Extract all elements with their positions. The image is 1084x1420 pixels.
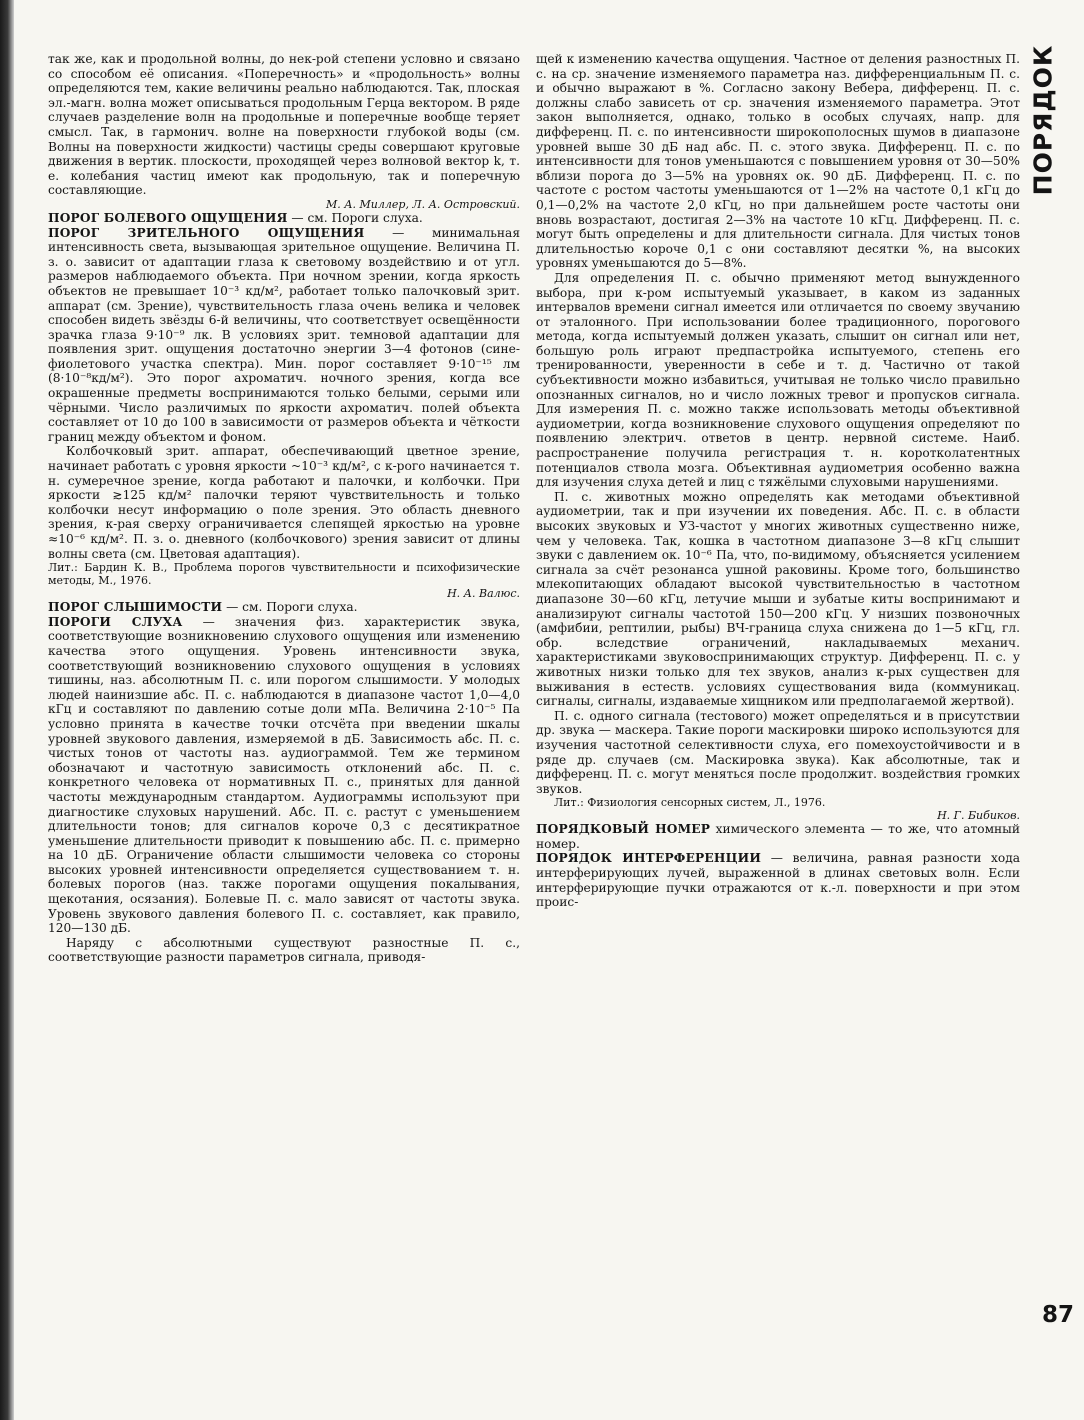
signature: Н. Г. Бибиков. [937, 809, 1020, 823]
entry-hearing-thresholds: ПОРОГИ СЛУХА — значения физ. характеристик звука, соответствующие возникновению слухового ощущения или изменению качества этого ощущения. Уровень интенсивности звука, соответствующий возникновению слухового ощущения в условиях тишины, наз. абсолютным П. с. или порогом слышимости. У молодых людей наинизшие абс. П. с. наблюдаются в диапазоне частот 1,0—4,0 кГц и составляют по давлению сотые доли мПа. Величина 2·10⁻⁵ Па условно принята в качестве точки отсчёта при введении шкалы уровней звукового давления, измеряемой в дБ. Зависимость абс. П. с. чистых тонов от частоты наз. аудиограммой. Тем же термином обозначают и частотную зависимость отклонений абс. П. с. конкретного человека от нормативных П. с., принятых для данной частоты международным стандартом. Аудиограммы используют при диагностике слуховых нарушений. Абс. П. с. растут с уменьшением длительности тонов; для сигналов короче 0,3 с десятикратное уменьшение длительности приводит к повышению абс. П. с. примерно на 10 дБ. Ограничение области слышимости человека со стороны высоких уровней интенсивности определяется существованием т. н. болевых порогов (наз. также порогами ощущения покалывания, щекотания, осязания). Болевые П. с. мало зависят от частоты звука. Уровень звукового давления болевого П. с. составляет, как правило, 120—130 дБ. [48, 614, 521, 936]
paragraph: Наряду с абсолютными существуют разностные П. с., соответствующие разности параметров сигнала, приводя- [48, 935, 520, 965]
literature: Лит.: Физиология сенсорных систем, Л., 1976. [554, 796, 826, 810]
headword: ПОРОГ ЗРИТЕЛЬНОГО ОЩУЩЕНИЯ [48, 225, 365, 240]
paragraph: Колбочковый зрит. аппарат, обеспечивающий цветное зрение, начинает работать с уровня яркости ~10⁻³ кд/м², с к-рого начинается т. н. сумеречное зрение, когда работают и палочки, и колбочки. При яркости ≳125 кд/м² палочки теряют чувствительность и только колбочки несут информацию о поле зрения. Это область дневного зрения, к-рая сверху ограничивается слепящей яркостью на уровне ≈10⁻⁶ кд/м². П. з. о. дневного (колбочкового) зрения зависит от длины волны света (см. Цветовая адаптация). [48, 444, 520, 561]
page-number: 87 [1042, 1302, 1075, 1328]
entry-interference-order: ПОРЯДОК ИНТЕРФЕРЕНЦИИ — величина, равная разности хода интерферирующих лучей, выраженной в длинах световых волн. Если интерферирующие пучки отражаются от к.-л. поверхности и при этом проис- [536, 851, 1021, 910]
headword: ПОРОГ СЛЫШИМОСТИ [48, 600, 223, 615]
headword: ПОРОГИ СЛУХА [48, 614, 183, 629]
paragraph: щей к изменению качества ощущения. Частное от деления разностных П. с. на ср. значение изменяемого параметра наз. дифференциальным П. с. и обычно выражают в %. Согласно закону Вебера, дифференц. П. с. должны слабо зависеть от ср. значения изменяемого параметра. Этот закон выполняется, однако, только в особых случаях, напр. для дифференц. П. с. по интенсивности широкополосных шумов в диапазоне уровней выше 30 дБ над абс. П. с. этого звука. Дифференц. П. с. по интенсивности для тонов уменьшаются с повышением уровня от 30—50% вблизи порога до 3—5% на уровнях ок. 90 дБ. Дифференц. П. с. по частоте с ростом частоты уменьшаются от 1—2% на частоте 0,1 кГц до 0,1—0,2% на частоте 2,0 кГц, но при дальнейшем росте частоты они вновь возрастают, достигая 2—3% на частоте 10 кГц. Дифференц. П. с. могут быть определены и для длительности сигнала. Для чистых тонов длительностью короче 0,1 с они составляют десятки %, на высоких уровнях уменьшаются до 5—8%. [536, 52, 1020, 271]
headword: ПОРЯДКОВЫЙ НОМЕР [536, 822, 711, 837]
literature: Лит.: Бардин К. В., Проблема порогов чувствительности и психофизические методы, М., 1976. [48, 561, 520, 588]
paragraph: Для определения П. с. обычно применяют метод вынужденного выбора, при к-ром испытуемый указывает, в каком из заданных интервалов времени сигнал имеется или отличается по своему звучанию от эталонного. При использовании более традиционного, порогового метода, когда испытуемый должен указать, слышит он сигнал или нет, большую роль играют предпастройка испытуемого, степень его тренированности, уверенности в себе и т. д. Частично от такой субъективности можно избавиться, учитывая не только число правильно опознанных сигналов, но и число ложных тревог и пропусков сигнала. Для измерения П. с. можно также использовать методы объективной аудиометрии, когда возникновение слухового ощущения определяют по появлению электрич. ответов в центр. нервной системе. Наиб. распространение получила регистрация т. н. коротколатентных потенциалов ствола мозга. Объективная аудиометрия особенно важна для изучения слуха детей и лиц с тяжёлыми слуховыми нарушениями. [536, 270, 1020, 490]
signature: Н. А. Валюс. [447, 587, 520, 601]
scan-left-edge [0, 0, 14, 1420]
headword: ПОРЯДОК ИНТЕРФЕРЕНЦИИ [536, 851, 762, 866]
entry-ordinal-number: ПОРЯДКОВЫЙ НОМЕР химического элемента — то же, что атомный номер. [536, 822, 1020, 851]
entry-visual-threshold: ПОРОГ ЗРИТЕЛЬНОГО ОЩУЩЕНИЯ — минимальная интенсивность света, вызывающая зрительное ощущение. Величина П. з. о. зависит от адаптации глаза к световому воздействию и от угл. размеров наблюдаемого объекта. При ночном зрении, когда яркость объектов не превышает 10⁻³ кд/м², работает только палочковый зрит. аппарат (см. Зрение), чувствительность глаза очень велика и человек способен видеть звёзды 6-й величины, что соответствует освещённости зрачка глаза 9·10⁻⁹ лк. В условиях зрит. темновой адаптации для появления зрит. ощущения достаточно энергии 3—4 фотонов (сине-фиолетового участка спектра). Мин. порог составляет 9·10⁻¹⁵ лм (8·10⁻⁸кд/м²). Это порог ахроматич. ночного зрения, когда все окрашенные предметы воспринимаются только белыми, серыми или чёрными. Число различимых по яркости ахроматич. полей объекта составляет от 10 до 100 в зависимости от размеров объекта и чёткости границ между объектом и фоном. [48, 225, 521, 444]
column-right [536, 52, 1020, 910]
signature: М. А. Миллер, Л. А. Островский. [325, 197, 520, 211]
entry-pain-threshold: ПОРОГ БОЛЕВОГО ОЩУЩЕНИЯ — см. Пороги слуха. [48, 210, 423, 225]
column-left [48, 52, 520, 965]
headword: ПОРОГ БОЛЕВОГО ОЩУЩЕНИЯ [48, 210, 288, 225]
running-head: ПОРЯДОК [1028, 44, 1058, 196]
paragraph-intro: так же, как и продольной волны, до нек-рой степени условно и связано со способом её описания. «Поперечность» и «продольность» волны определяются тем, какие величины реально наблюдаются. Так, плоская эл.-магн. волна может описываться продольным Герца вектором. В ряде случаев разделение волн на продольные и поперечные вообще теряет смысл. Так, в гармонич. волне на поверхности глубокой воды (см. Волны на поверхности жидкости) частицы среды совершают круговые движения в вертик. плоскости, проходящей через волновой вектор k, т. е. колебания частиц имеют как продольную, так и поперечную составляющие. [48, 52, 520, 198]
entry-audibility-threshold: ПОРОГ СЛЫШИМОСТИ — см. Пороги слуха. [48, 600, 358, 615]
paragraph: П. с. животных можно определять как методами объективной аудиометрии, так и при изучении их поведения. Абс. П. с. в области высоких звуковых и УЗ-частот у многих животных существенно ниже, чем у человека. Так, кошка в частотном диапазоне 3—8 кГц слышит звуки с давлением ок. 10⁻⁶ Па, что, по-видимому, объясняется усилением сигнала за счёт резонанса ушной раковины. Кроме того, большинство млекопитающих обладают высокой чувствительностью в частотном диапазоне 30—60 кГц, летучие мыши и зубатые киты воспринимают и анализируют сигналы частотой 150—200 кГц. У низших позвоночных (амфибии, рептилии, рыбы) ВЧ-граница слуха снижена до 1—5 кГц, гл. обр. вследствие ограничений, накладываемых механич. характеристиками звуковоспринимающих структур. Дифференц. П. с. у животных низки только для тех звуков, анализ к-рых существен для выживания в естеств. условиях существования вида (коммуникац. сигналы, сигналы, издаваемые хищником или предполагаемой жертвой). [536, 489, 1020, 709]
paragraph: П. с. одного сигнала (тестового) может определяться и в присутствии др. звука — маскера. Такие пороги маскировки широко используются для изучения частотной селективности слуха, его помехоустойчивости и в ряде др. случаев (см. Маскировка звука). Как абсолютные, так и дифференц. П. с. могут меняться после продолжит. воздействия громких звуков. [536, 708, 1020, 796]
